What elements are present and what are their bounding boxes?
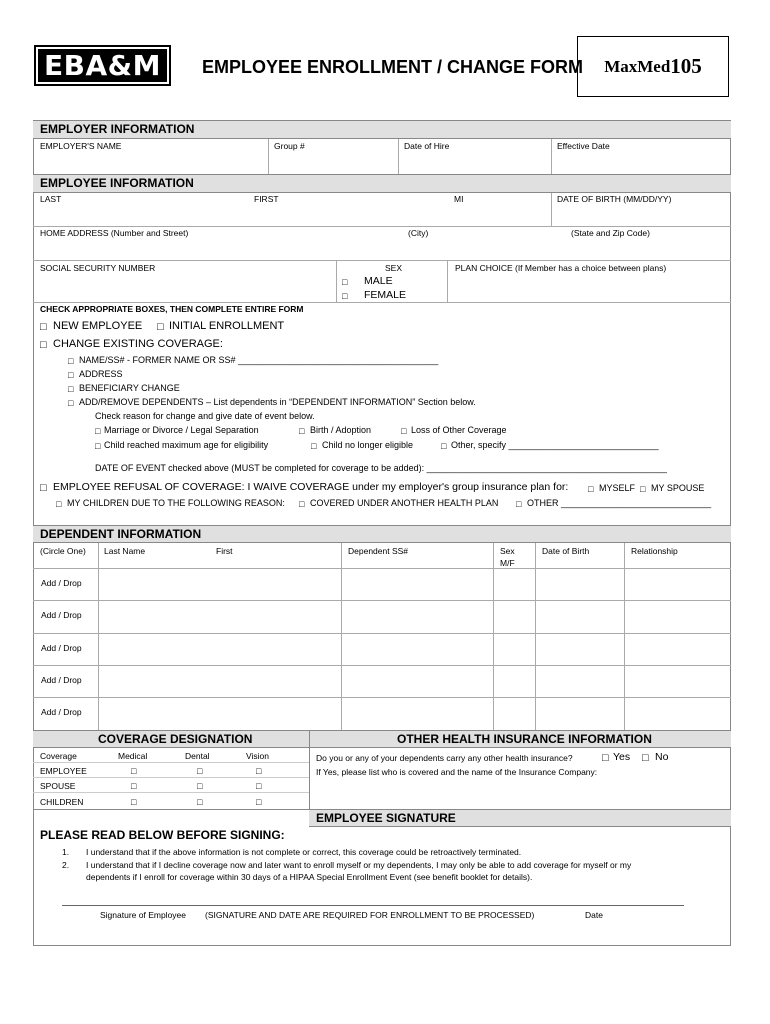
other-specify-checkbox[interactable]: □	[441, 441, 447, 451]
child-max-checkbox[interactable]: □	[95, 441, 101, 451]
beneficiary-checkbox[interactable]: □	[68, 384, 74, 394]
col-dob: Date of Birth	[542, 546, 590, 556]
divider	[33, 777, 309, 778]
spouse-vision-checkbox[interactable]: □	[256, 781, 262, 791]
dob-label: DATE OF BIRTH (MM/DD/YY)	[557, 194, 672, 204]
brand-name: MaxMed	[604, 56, 671, 76]
change-coverage-label: CHANGE EXISTING COVERAGE:	[53, 338, 223, 350]
refusal-checkbox[interactable]: □	[40, 482, 47, 494]
row-add-drop[interactable]: Add / Drop	[41, 643, 82, 653]
col-circle-one: (Circle One)	[40, 546, 86, 556]
date-label: Date	[585, 910, 603, 920]
employer-section-heading: EMPLOYER INFORMATION	[33, 120, 731, 139]
spouse-checkbox[interactable]: □	[640, 484, 646, 494]
other-specify-label: Other, specify ______________________________	[451, 440, 659, 450]
birth-checkbox[interactable]: □	[299, 426, 305, 436]
divider	[33, 568, 731, 569]
employee-vision-checkbox[interactable]: □	[256, 766, 262, 776]
divider	[98, 543, 99, 730]
name-ss-label: NAME/SS# - FORMER NAME OR SS# ________________________________________	[79, 355, 439, 365]
hire-date-label: Date of Hire	[404, 141, 450, 151]
signature-heading: EMPLOYEE SIGNATURE	[316, 811, 456, 825]
ssn-label: SOCIAL SECURITY NUMBER	[40, 263, 156, 273]
children-label: MY CHILDREN DUE TO THE FOLLOWING REASON:	[67, 498, 285, 508]
divider	[341, 543, 342, 730]
read-before-signing: PLEASE READ BELOW BEFORE SIGNING:	[40, 828, 285, 842]
divider	[33, 665, 731, 666]
employee-dental-checkbox[interactable]: □	[197, 766, 203, 776]
divider	[624, 543, 625, 730]
row-add-drop[interactable]: Add / Drop	[41, 707, 82, 717]
add-remove-label: ADD/REMOVE DEPENDENTS – List dependents in “DEPENDENT INFORMATION” Section below.	[79, 397, 476, 407]
divider	[535, 543, 536, 730]
check-reason-text: Check reason for change and give date of event below.	[95, 411, 315, 421]
divider	[309, 730, 310, 809]
coverage-heading: COVERAGE DESIGNATION	[98, 732, 253, 746]
item-number-2: 2.	[62, 860, 70, 870]
col-last-name: Last Name	[104, 546, 146, 556]
divider	[33, 226, 731, 227]
male-checkbox[interactable]: □	[342, 277, 348, 287]
address-change-label: ADDRESS	[79, 369, 123, 379]
spouse-medical-checkbox[interactable]: □	[131, 781, 137, 791]
myself-checkbox[interactable]: □	[588, 484, 594, 494]
date-event-line: DATE OF EVENT checked above (MUST be completed for coverage to be added): ________________________________________________	[95, 463, 667, 473]
employee-section-heading: EMPLOYEE INFORMATION	[33, 174, 731, 193]
col-first: First	[216, 546, 233, 556]
signature-label: Signature of Employee	[100, 910, 186, 920]
spouse-label: MY SPOUSE	[651, 483, 705, 493]
brand-box	[577, 36, 729, 97]
logo	[34, 45, 171, 86]
dental-col-label: Dental	[185, 751, 210, 761]
coverage-row-spouse: SPOUSE	[40, 781, 76, 791]
marriage-checkbox[interactable]: □	[95, 426, 101, 436]
new-employee-checkbox[interactable]: □	[40, 321, 47, 333]
logo-text: EBA&M	[38, 49, 167, 82]
refusal-label: EMPLOYEE REFUSAL OF COVERAGE: I WAIVE COVERAGE under my employer's group insurance plan for:	[53, 481, 569, 493]
col-sex: Sex	[500, 546, 515, 556]
state-zip-label: (State and Zip Code)	[571, 228, 650, 238]
no-label: No	[655, 751, 669, 763]
divider	[33, 697, 731, 698]
col-mf: M/F	[500, 558, 515, 568]
divider	[33, 600, 731, 601]
other-insurance-heading: OTHER HEALTH INSURANCE INFORMATION	[397, 732, 652, 746]
divider	[336, 260, 337, 302]
col-relationship: Relationship	[631, 546, 678, 556]
spouse-dental-checkbox[interactable]: □	[197, 781, 203, 791]
yes-label: Yes	[613, 751, 631, 763]
new-employee-label: NEW EMPLOYEE	[53, 320, 143, 332]
child-no-checkbox[interactable]: □	[311, 441, 317, 451]
item-number-1: 1.	[62, 847, 70, 857]
loss-coverage-label: Loss of Other Coverage	[411, 425, 507, 435]
divider	[398, 139, 399, 174]
employer-name-label: EMPLOYER'S NAME	[40, 141, 122, 151]
name-ss-checkbox[interactable]: □	[68, 356, 74, 366]
vision-col-label: Vision	[246, 751, 269, 761]
group-label: Group #	[274, 141, 305, 151]
no-checkbox[interactable]: □	[642, 752, 649, 764]
divider	[33, 762, 309, 763]
children-dental-checkbox[interactable]: □	[197, 797, 203, 807]
first-name-label: FIRST	[254, 194, 279, 204]
form-title: EMPLOYEE ENROLLMENT / CHANGE FORM	[202, 57, 584, 77]
last-name-label: LAST	[40, 194, 62, 204]
divider	[551, 193, 552, 227]
child-max-label: Child reached maximum age for eligibility	[104, 440, 269, 450]
row-add-drop[interactable]: Add / Drop	[41, 675, 82, 685]
marriage-label: Marriage or Divorce / Legal Separation	[104, 425, 259, 435]
initial-enrollment-label: INITIAL ENROLLMENT	[169, 320, 285, 332]
female-checkbox[interactable]: □	[342, 291, 348, 301]
divider	[447, 260, 448, 302]
children-medical-checkbox[interactable]: □	[131, 797, 137, 807]
mi-label: MI	[454, 194, 464, 204]
add-remove-checkbox[interactable]: □	[68, 398, 74, 408]
beneficiary-label: BENEFICIARY CHANGE	[79, 383, 180, 393]
coverage-row-employee: EMPLOYEE	[40, 766, 87, 776]
col-dependent-ss: Dependent SS#	[348, 546, 409, 556]
acknowledgement-2b: dependents if I enroll for coverage within 30 days of a HIPAA Special Enrollment Event (see benefit booklet for details).	[86, 872, 533, 882]
divider	[551, 139, 552, 174]
divider	[33, 792, 309, 793]
child-no-label: Child no longer eligible	[322, 440, 414, 450]
address-change-checkbox[interactable]: □	[68, 370, 74, 380]
signature-required-note: (SIGNATURE AND DATE ARE REQUIRED FOR ENROLLMENT TO BE PROCESSED)	[205, 910, 535, 920]
covered-checkbox[interactable]: □	[299, 499, 305, 509]
sex-label: SEX	[385, 263, 403, 273]
row-add-drop[interactable]: Add / Drop	[41, 610, 82, 620]
dependent-section-heading: DEPENDENT INFORMATION	[33, 525, 731, 543]
children-checkbox[interactable]: □	[56, 499, 62, 509]
city-label: (City)	[408, 228, 429, 238]
male-label: MALE	[364, 275, 393, 287]
children-vision-checkbox[interactable]: □	[256, 797, 262, 807]
divider	[33, 809, 309, 810]
row-add-drop[interactable]: Add / Drop	[41, 578, 82, 588]
plan-choice-label: PLAN CHOICE (If Member has a choice between plans)	[455, 263, 667, 273]
yes-checkbox[interactable]: □	[602, 752, 609, 764]
acknowledgement-1: I understand that if the above information is not complete or correct, this coverage could be retroactively terminated.	[86, 847, 522, 857]
divider	[33, 633, 731, 634]
other-label: OTHER ______________________________	[527, 498, 712, 508]
divider	[33, 302, 731, 303]
divider	[493, 543, 494, 730]
initial-enrollment-checkbox[interactable]: □	[157, 321, 164, 333]
other-insurance-list-prompt: If Yes, please list who is covered and the name of the Insurance Company:	[316, 767, 598, 777]
effective-date-label: Effective Date	[557, 141, 610, 151]
coverage-col-label: Coverage	[40, 751, 77, 761]
female-label: FEMALE	[364, 289, 407, 301]
change-coverage-checkbox[interactable]: □	[40, 339, 47, 351]
medical-col-label: Medical	[118, 751, 148, 761]
other-insurance-question: Do you or any of your dependents carry any other health insurance?	[316, 753, 573, 763]
brand-number: 105	[670, 54, 702, 78]
signature-line[interactable]	[62, 905, 684, 906]
coverage-row-children: CHILDREN	[40, 797, 84, 807]
address-label: HOME ADDRESS (Number and Street)	[40, 228, 189, 238]
divider	[33, 260, 731, 261]
employee-medical-checkbox[interactable]: □	[131, 766, 137, 776]
covered-label: COVERED UNDER ANOTHER HEALTH PLAN	[310, 498, 499, 508]
myself-label: MYSELF	[599, 483, 636, 493]
loss-coverage-checkbox[interactable]: □	[401, 426, 407, 436]
acknowledgement-2a: I understand that if I decline coverage now and later want to enroll myself or my dependents, I may only be able to add coverage for myself or my	[86, 860, 632, 870]
birth-label: Birth / Adoption	[310, 425, 372, 435]
divider	[268, 139, 269, 174]
other-checkbox[interactable]: □	[516, 499, 522, 509]
instructions: CHECK APPROPRIATE BOXES, THEN COMPLETE ENTIRE FORM	[40, 304, 304, 314]
